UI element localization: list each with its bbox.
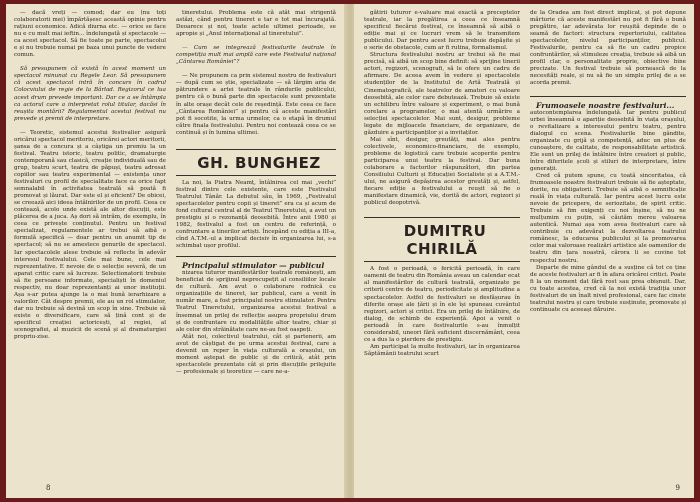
divider — [176, 256, 336, 257]
paragraph: Am participat la multe festivaluri, iar în organizarea Săptămânii teatrului scurt — [364, 343, 520, 357]
left-page — [6, 4, 346, 498]
divider — [530, 96, 686, 97]
paragraph: de la Oradea am fost direct implicat, și pot depune mărturie că aceste manifestări nu pot fi fără o bună pregătire, iar adevărata lor reușită depinde de o seamă de factori: structura repertoriului, calitatea spectacolelor, nivelul participanților, publicul. Festivalurile, pentru ca să fie un cadru propice confruntărilor, să stimuleze creația, trebuie să aibă un profil clar, o personalitate proprie, obiective bine precizate. Un festival trebuie să pornească de la necesități reale, și nu să fie un simplu prilej de a se acorda premii. — [530, 10, 686, 87]
paragraph: — Ne propunem ca prin sistemul nostru de festivaluri — după cum se știe, specializate — să lărgim aria de pătrundere a artei teatrale în rândurile publicului, pentru că o bună parte din spectacole sunt prezentate în alte orașe decât cele de reședință. Este ceea ce face „Cântarea României” și pentru că aceste manifestări pot fi socotite, la urma urmelor, ca o etapă în drumul către finala festivalului. Pentru noi contează ceea ce se continuă și în lumina ultimei. — [176, 73, 336, 136]
magazine-spread — [6, 4, 694, 498]
divider — [176, 175, 336, 176]
right-page — [354, 4, 694, 498]
interviewee-name-heading: DUMITRU CHIRILĂ — [403, 222, 487, 259]
paragraph: — dacă vreți — comod; dar eu (nu toți colaboratorii mei) împărtășesc această opinie pentru rațiuni economice. Adică diurna etc. — orice se face nu e cu mult mai ieftin... îndelungată și spectacole — ca acest spectacol. Să fie toate pe parte, spectacolul e și nu trebuie numai pe baza unui puncte de vedere comun. — [14, 10, 166, 59]
paragraph: Mai sînt, desigur, greutăți, mai ales pentru colectivele, economico-financiare, de exemplu, probleme de logistică care trebuie acoperite pentru participarea unui teatru la festival. Dar buna colaborare a factorilor răspunzători, din partea Consiliului Culturii și Educației Socialiste și a A.T.M.-ului, ne asigură depășirea acestor greutăți și, astfel, fiecare ediție a festivalului a reușit să fie o manifestare dinamică, vie, dorită de actori, regizori și publicul deopotrivă. — [364, 136, 520, 207]
paragraph: autocontemplarea îndelungată. Iar pentru publicul urbei înseamnă o apariție deosebită în viața orașului, o revitalizare a interesului pentru teatru, pentru dialogul cu scena. Festivalurile bine gândite, organizate cu grijă și competență, aduc un plus de cunoaștere, de calitate, de responsabilitate artistică. Ele sunt un prilej de întâlnire între creatori și public, între diferitele școli și stiluri de interpretare, între generații. — [530, 109, 686, 172]
divider — [176, 149, 336, 150]
paragraph: Cred că putem spune, cu toată sinceritatea, că frumoasele noastre festivaluri trebuie să fie așteptate, dorite, nu obligatorii. Trebuie să aibă o semnificație reală în viața culturală. Iar pentru acest lucru este nevoie de pricepere, de seriozitate, de spirit critic. Trebuie să fim exigenți cu noi înșine, să nu ne mulțumim cu puțin, să căutăm mereu valoarea autentică. Numai așa vom avea festivaluri care să contribuie cu adevărat la dezvoltarea teatrului românesc, la educarea publicului și la promovarea celor mai valoroase realizări artistice ale oamenilor de teatru din țara noastră, cărora li se cuvine tot respectul nostru. — [530, 172, 686, 264]
section-title: Frumoasele noastre festivaluri... — [536, 100, 675, 110]
interviewee-name-heading: GH. BUNGHEZ — [197, 153, 321, 172]
divider — [364, 261, 520, 262]
section-title: Principalul stimulator — publicul — [182, 261, 325, 271]
paragraph: — Teoretic, sistemul acestui festivalier asigură oricărui spectacol meritoriu, oricărei actori meritorii, șansa de a concura și a câștiga un premiu la un festival. Teatru istoric, teatru politic, dramaturgie contemporană sau clasică, creație individuală sau de grup, teatru scurt, teatru de păpuși, teatru adresat copiilor sau teatru experimental — existența unor festivaluri cu profil de specialitate face ca orice fapt semnalabil în activitatea teatrală să poată fi promovat și lăurat. Dar este el și eficient? De obicei, se creează aici ideea întâlnirilor de un profil. Ceea ce contează, acolo unde există ale altor discuții, este plăcerea de a juca. Aș dori să intrăm, de exemplu, în ceea ce privește conținutul. Pentru un festival specializat, regulamentele ar trebui să aibă o formulă specifică — doar pentru un anumit tip de spectacol; să nu se amestece genurile de spectacol. Iar spectacolele alese trebuie să reflecte în adevăr interesul festivalului. Cele mai bune, cele mai reprezentative. E nevoie de o selecție severă, de un aparat critic care să lucreze. Selectionatorii trebuie să fie persoane informate, specialiști în domeniul respectiv, nu doar reprezentanți ai unor instituții. Așa s-ar putea ajunge la o mai bună ierarhizare a valorilor. Cât despre premii, ele au un rol stimulator, dar nu trebuie să devină un scop în sine. Trebuie să existe o diversificare, care să țină cont și de specificul creației actoricești, al regiei, al scenografiei, al muzicii de scenă și al dramaturgiei propriu-zise. — [14, 129, 166, 341]
right-column-2 — [530, 10, 686, 314]
left-column-2 — [176, 10, 336, 376]
paragraph: Structura festivalului nostru ar trebui să fie mai precisă, să aibă un scop bine definit: să sprijine tinerii actori, regizori, scenografi, să le ofere un cadru de afirmare. De aceea avem în vedere și spectacolele studenților de la Institutul de Artă Teatrală și Cinematografică, ale teatrelor de amatori cu valoare deosebită, ale celor care debutează. Trebuie să existe un echilibru între valoare și experiment, o mai bună corelare a programelor, o mai atentă urmărire a selecției spectacolelor. Mai sunt, desigur, probleme legate de mijloacele financiare, de organizare, de găzduire a participanților și a invitaților. — [364, 52, 520, 136]
paragraph: A fost o perioadă, o fericită perioadă, în care oamenii de teatru din România aveau un calendar ecat al manifestărilor de cultură teatrală, organizate pe criterii centre de teatru, periodicitate și amplitudine a spectacolelor. Astfel de festivaluri se desfășurau în diferite orașe ale țării și în ele își spuneau cuvântul regizori, actori și critici. Era un prilej de întâlnire, de dialog, de schimb de experiență. Apoi a venit o perioadă în care festivalurile s-au înmulțit considerabil, uneori fără suficient discernământ, ceea ce a dus la o pierdere de prestigiu. — [364, 266, 520, 343]
paragraph: tineretului. Problema este că atât mai strigentă astăzi, când pentru tineret e tar e tot mai încurajată. Deoarece și noi, toate actele ultimei perioade, se apropie și „Anul internațional al tineretului”. — [176, 10, 336, 38]
page-number: 9 — [675, 484, 680, 492]
paragraph: Atât noi, colectivul teatrului, cât și partenerii, am avut de câștigat de pe urma acestui festival, care a devenit un reper în viața culturală a orașului, un moment aștepat de public și de critică, atât prin spectacolele prezentate cât și prin discuțiile prilejuite — profesionale și teoretice — care ne-a- — [176, 333, 336, 375]
paragraph: Departe de mine gândul de a susține că tot ce ține de aceste festivaluri ar fi în afara oricărei critici. Poate fi la un moment dat fără rost sau prea obișnuit. Dar, cu toate acestea, cred că la noi există tradiția unor festivaluri de un înalt nivel profesional, care fac cinste teatrului nostru și care trebuie susținute, promovate și continuate cu aceeași dăruire. — [530, 264, 686, 313]
left-column-1 — [14, 10, 166, 341]
interview-question: Să presupunem că există în acest moment un spectacol minunat cu Regele Lear. Să presupunem că acest spectacol intră în concurs în cadrul Colocviului de regie de la Bârlad. Regizorul ce lua acest drum prevede important. Dar ce a se întâmpla ca actorul care a interpretat rolul titular, dacăsi în reușita montării? Regulamentul acestui festival nu prevede și premii de interpretare. — [14, 66, 166, 122]
page-number: 8 — [46, 484, 51, 492]
interview-question: — Cum se integrează festivalurile teatrale în competiția mult mai amplă care este Festivalul național „Cântarea României”? — [176, 45, 336, 66]
paragraph: gătirii tuturor e-valuare mai exactă a preceptelor teatrale, iar la pregătirea a ceea ce înseamnă specificul fiecărui festival, ce înseamnă să aibă o ediție mai și ce lucruri vrem să le transmitem publicului. Dar pentru acest lucru trebuie depășite și o serie de obstacole, cum ar fi rutina, formalismul. — [364, 10, 520, 52]
paragraph: nizarea tuturor manifestărilor teatrale românești, am beneficiat de sprijinul neprecupețit al consiliilor locale de cultură. Am avut o colaborare rodnică cu organizațiile de tineret, iar publicul, care a venit în număr mare, a fost principalul nostru stimulator. Pentru Teatrul Tineretului, organizarea acestui festival a însemnat un prilej de reflecție asupra propriului drum și de confruntare cu modalitățile altor teatre, chiar și ale celor din străinătate care ne-au fost oaspeți. — [176, 270, 336, 333]
paragraph: La noi, la Piatra Neamț, întâlnirea cel mai „vechi” festival dintre cele existente, care este Festivalul Teatrului Tânăr. La debutul său, în 1969, „Festivalul spectacolelor pentru copii și tineret” era ca și acum de fond cultural central al de Teatrul Tineretului, a avut un prestigiu și o rezonanță deosebită. Între anii 1980 și 1982, festivalul a fost un centru de referință, o confruntare a tinerilor artiști. Începând cu ediția a III-a, cînd A.T.M.-ul a implicat decisiv în organizarea lui, s-a schimbat ușor profilul. — [176, 179, 336, 250]
divider — [364, 217, 520, 218]
right-column-1 — [364, 10, 520, 358]
